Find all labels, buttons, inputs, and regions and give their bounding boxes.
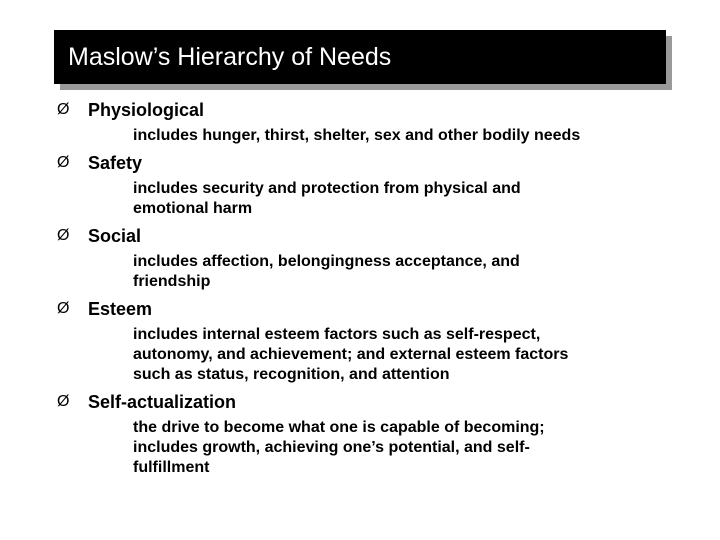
list-item-esteem — [57, 296, 657, 385]
description-line: the drive to become what one is capable of becoming; — [133, 419, 545, 436]
item-description — [133, 126, 657, 146]
bullet-list — [57, 97, 657, 478]
description-line: friendship — [133, 273, 211, 290]
description-line: autonomy, and achievement; and external esteem factors — [133, 346, 569, 363]
description-line: such as status, recognition, and attention — [133, 366, 450, 383]
arrow-bullet-icon: Ø — [57, 227, 70, 244]
arrow-bullet-icon: Ø — [57, 101, 70, 118]
description-line: fulfillment — [133, 459, 210, 476]
item-title: Physiological — [88, 100, 205, 120]
list-item-safety — [57, 150, 657, 219]
arrow-bullet-icon: Ø — [57, 154, 70, 171]
arrow-bullet-icon: Ø — [57, 393, 70, 410]
item-description — [133, 252, 657, 292]
description-line: includes growth, achieving one’s potential, and self- — [133, 439, 530, 456]
description-line: includes security and protection from physical and — [133, 180, 521, 197]
list-item-self-actualization — [57, 389, 657, 478]
description-line: includes affection, belongingness acceptance, and — [133, 253, 520, 270]
item-title: Social — [88, 226, 142, 246]
list-item-social — [57, 223, 657, 292]
item-title: Safety — [88, 153, 143, 173]
slide-title: Maslow’s Hierarchy of Needs — [68, 42, 392, 71]
description-line: includes internal esteem factors such as self-respect, — [133, 326, 541, 343]
item-description — [133, 418, 657, 478]
item-description — [133, 179, 657, 219]
list-item-physiological — [57, 97, 657, 146]
description-line: emotional harm — [133, 200, 253, 217]
arrow-bullet-icon: Ø — [57, 300, 70, 317]
title-bar — [54, 30, 666, 84]
item-description — [133, 325, 657, 385]
item-title: Self-actualization — [88, 392, 237, 412]
item-title: Esteem — [88, 299, 153, 319]
description-line: includes hunger, thirst, shelter, sex and other bodily needs — [133, 127, 581, 144]
